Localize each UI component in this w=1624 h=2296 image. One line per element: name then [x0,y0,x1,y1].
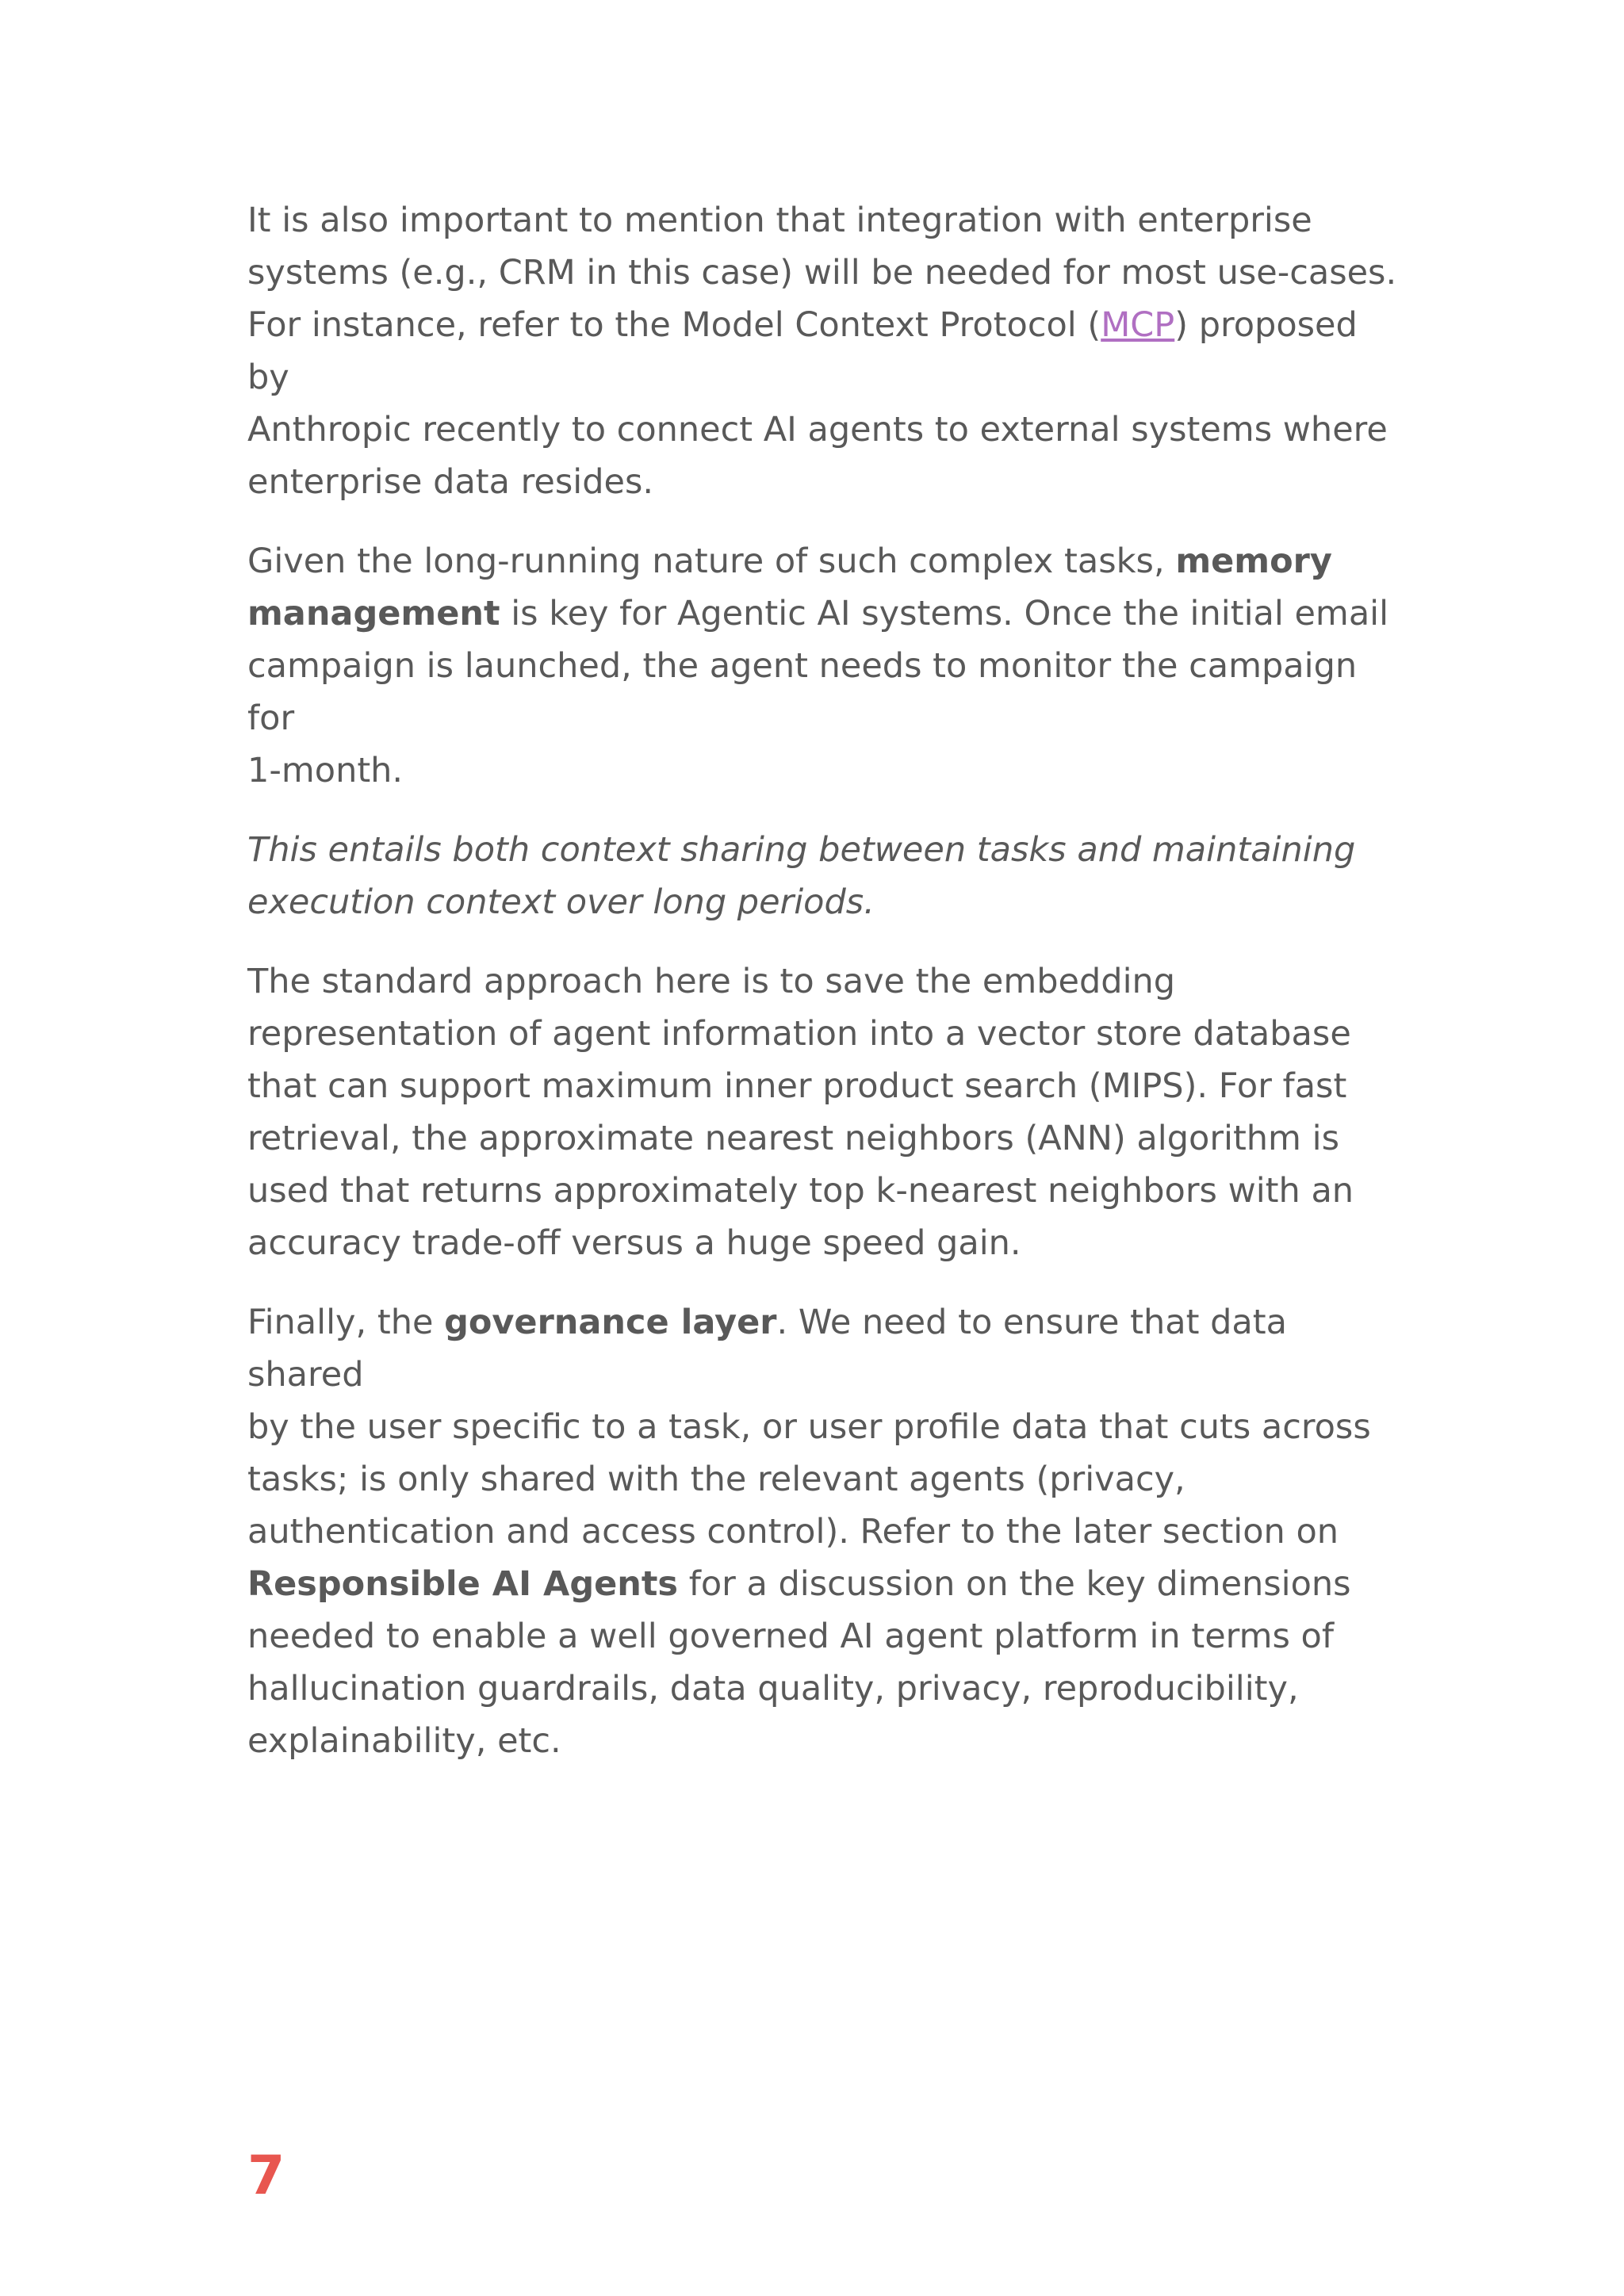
governance-layer-term: governance layer [444,1303,777,1342]
paragraph-vector-store [247,955,1397,1269]
paragraph-governance-text-3: for a discussion on the key dimensions needed to enable a well governed AI agent platform in terms of hallucination guardrails, data quality, privacy, reproducibility, explainability, etc. [247,1564,1351,1761]
mcp-link[interactable]: MCP [1101,305,1175,345]
paragraph-governance [247,1296,1397,1767]
paragraph-integration [247,194,1397,508]
context-sharing-italic-text: This entails both context sharing between tasks and maintaining execution context over long periods. [247,830,1356,922]
memory-management-term: memory management [247,541,1332,633]
paragraph-integration-text-1: It is also important to mention that integration with enterprise systems (e.g., CRM in this case) will be needed for most use-cases. For instance, refer to the Model Context Protocol ( [247,201,1397,345]
vector-store-text: The standard approach here is to save the embedding representation of agent information into a vector store database that can support maximum inner product search (MIPS). For fast retrieval, the approximate nearest neighbors (ANN) algorithm is used that returns approximately top k-nearest neighbors with an accuracy trade-off versus a huge speed gain. [247,962,1354,1263]
page-number: 7 [247,2145,285,2207]
paragraph-governance-text-1: Finally, the [247,1303,445,1342]
paragraph-memory-text-2: is key for Agentic AI systems. Once the initial email campaign is launched, the agent needs to monitor the campaign for 1-month. [247,594,1389,790]
paragraph-integration-text-2: ) proposed by Anthropic recently to connect AI agents to external systems where enterprise data resides. [247,305,1388,502]
paragraph-memory-text-1: Given the long-running nature of such complex tasks, [247,541,1176,581]
document-body [247,194,1397,1794]
responsible-ai-agents-term: Responsible AI Agents [247,1564,679,1604]
paragraph-context-sharing [247,824,1397,928]
paragraph-governance-text-2: . We need to ensure that data shared by the user specific to a task, or user profile data that cuts across tasks; is only shared with the relevant agents (privacy, authentication and access control). Refer to the later section on [247,1303,1371,1552]
paragraph-memory-management [247,535,1397,797]
